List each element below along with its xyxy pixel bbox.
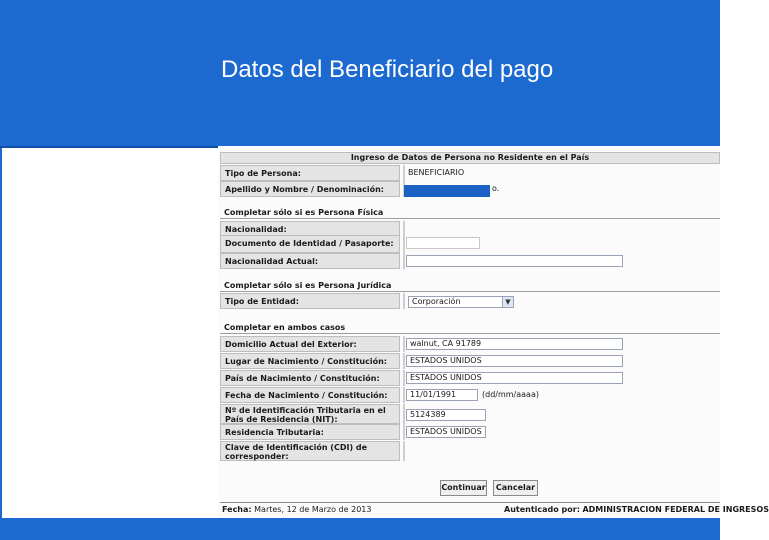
- apellido-suffix: o.: [492, 184, 500, 193]
- fecha-footer: [222, 505, 371, 514]
- continuar-button[interactable]: Continuar: [440, 480, 487, 496]
- section-persona-juridica: Completar sólo si es Persona Jurídica: [220, 280, 720, 292]
- nit-label: Nº de Identificación Tributaria en el País de Residencia (NIT):: [220, 404, 400, 424]
- fecha-footer-value: Martes, 12 de Marzo de 2013: [254, 505, 372, 514]
- cancelar-button[interactable]: Cancelar: [493, 480, 538, 496]
- tipo-persona-value: BENEFICIARIO: [408, 168, 465, 177]
- nacionalidad-label: Nacionalidad:: [220, 221, 400, 239]
- nit-input[interactable]: 5124389: [406, 409, 486, 421]
- residencia-input[interactable]: ESTADOS UNIDOS: [406, 426, 486, 438]
- form-header: Ingreso de Datos de Persona no Residente en el País: [220, 152, 720, 164]
- fecha-nacimiento-input[interactable]: 11/01/1991: [406, 389, 478, 401]
- footer-divider: [220, 502, 720, 503]
- tipo-entidad-selected: Corporación: [412, 297, 461, 306]
- fecha-nacimiento-label: Fecha de Nacimiento / Constitución:: [220, 387, 400, 403]
- documento-input[interactable]: [406, 237, 480, 249]
- fecha-footer-label: Fecha:: [222, 505, 252, 514]
- pais-nacimiento-label: País de Nacimiento / Constitución:: [220, 370, 400, 386]
- beneficiary-form: [218, 146, 769, 518]
- nacionalidad-actual-input[interactable]: [406, 255, 623, 267]
- slide-header: [0, 0, 720, 148]
- residencia-label: Residencia Tributaria:: [220, 424, 400, 440]
- documento-label: Documento de Identidad / Pasaporte:: [220, 235, 400, 253]
- tipo-entidad-select[interactable]: [408, 296, 514, 308]
- redacted-name-highlight: [404, 185, 490, 197]
- lugar-nacimiento-input[interactable]: ESTADOS UNIDOS: [406, 355, 623, 367]
- apellido-label: Apellido y Nombre / Denominación:: [220, 181, 400, 197]
- section-ambos-casos: Completar en ambos casos: [220, 322, 720, 334]
- nacionalidad-actual-label: Nacionalidad Actual:: [220, 253, 400, 269]
- tipo-entidad-label: Tipo de Entidad:: [220, 293, 400, 309]
- slide-footer: [0, 518, 720, 540]
- section-persona-fisica: Completar sólo si es Persona Física: [220, 207, 720, 219]
- autenticado-footer: [504, 505, 769, 514]
- domicilio-label: Domicilio Actual del Exterior:: [220, 336, 400, 352]
- clave-label: Clave de Identificación (CDI) de corresponder:: [220, 441, 400, 461]
- chevron-down-icon[interactable]: ▼: [502, 297, 513, 307]
- fecha-format-hint: (dd/mm/aaaa): [482, 390, 539, 399]
- tipo-persona-label: Tipo de Persona:: [220, 165, 400, 181]
- pais-nacimiento-input[interactable]: ESTADOS UNIDOS: [406, 372, 623, 384]
- domicilio-input[interactable]: walnut, CA 91789: [406, 338, 623, 350]
- left-divider: [0, 148, 2, 518]
- autenticado-footer-value: ADMINISTRACION FEDERAL DE INGRESOS: [582, 505, 769, 514]
- lugar-nacimiento-label: Lugar de Nacimiento / Constitución:: [220, 353, 400, 369]
- autenticado-footer-label: Autenticado por:: [504, 505, 580, 514]
- slide-title: Datos del Beneficiario del pago: [221, 56, 554, 83]
